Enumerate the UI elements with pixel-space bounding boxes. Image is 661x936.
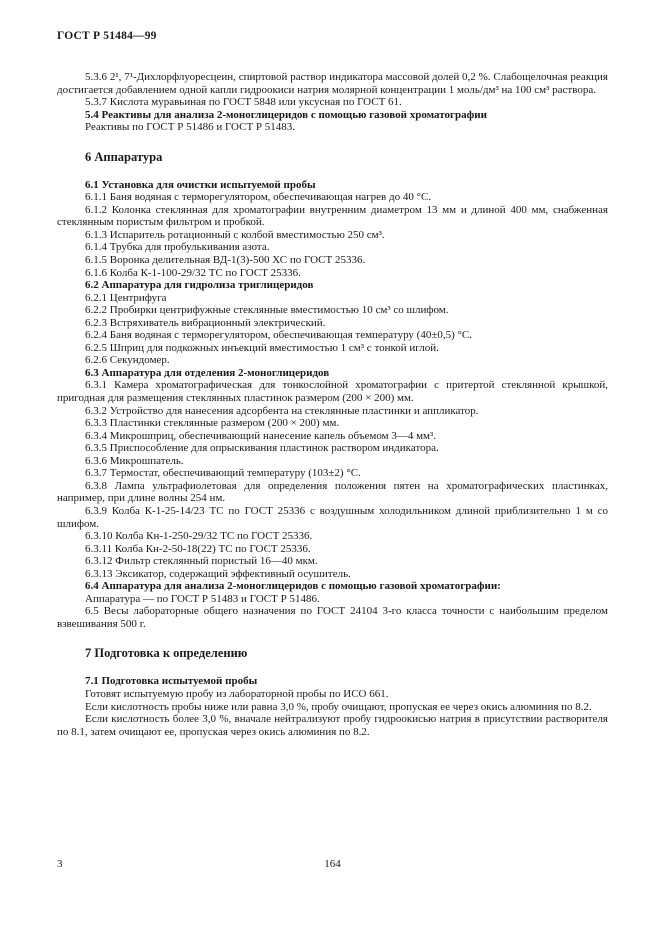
paragraph: Реактивы по ГОСТ Р 51486 и ГОСТ Р 51483. [85,121,296,134]
section-heading: 6 Аппаратура [85,149,163,164]
paragraph: 6.3.3 Пластинки стеклянные размером (200 × 200) мм. [85,417,340,430]
paragraph: 6.2.2 Пробирки центрифужные стеклянные вместимостью 10 см³ со шлифом. [85,304,449,317]
paragraph: 6.3 Аппаратура для отделения 2-моноглицеридов [85,366,330,379]
paragraph: 6.2.5 Шприц для подкожных инъекций вместимостью 1 см³ с тонкой иглой. [85,341,439,354]
paragraph: 6.1.4 Трубка для пробулькивания азота. [85,241,270,254]
paragraph: 6.3.12 Фильтр стеклянный пористый 16—40 мкм. [85,555,318,568]
paragraph: Если кислотность более 3,0 %, вначале нейтрализуют пробу гидроокисью натрия в присутствии растворителя по 8.1, затем очищают ее, пропуская через окись алюминия по 8.2. [57,713,608,738]
paragraph: 5.4 Реактивы для анализа 2-моноглицеридов с помощью газовой хроматографии [85,108,487,121]
paragraph: 6.3.2 Устройство для нанесения адсорбента на стеклянные пластинки и аппликатор. [85,404,479,417]
paragraph: 6.3.11 Колба Кн-2-50-18(22) ТС по ГОСТ 25336. [85,542,311,555]
paragraph: Готовят испытуемую пробу из лабораторной пробы по ИСО 661. [85,687,389,700]
section-heading: 7 Подготовка к определению [85,646,248,661]
paragraph: Аппаратура — по ГОСТ Р 51483 и ГОСТ Р 51486. [85,592,320,605]
paragraph: 6.1.3 Испаритель ротационный с колбой вместимостью 250 см³. [85,228,385,241]
paragraph: Если кислотность пробы ниже или равна 3,0 %, пробу очищают, пропуская ее через окись алюминия по 8.2. [85,700,592,713]
paragraph: 6.1.1 Баня водяная с терморегулятором, обеспечивающая нагрев до 40 °С. [85,191,432,204]
paragraph: 6.2.3 Встряхиватель вибрационный электрический. [85,316,326,329]
paragraph: 6.3.8 Лампа ультрафиолетовая для определения положения пятен на хроматографических пластинках, например, при длине волны 254 нм. [57,479,608,505]
paragraph: 6.2.4 Баня водяная с терморегулятором, обеспечивающая температуру (40±0,5) °С. [85,329,473,342]
paragraph: 6.3.1 Камера хроматографическая для тонкослойной хроматографии с притертой стеклянной крышкой, пригодная для размещения стеклянных пластинок размером (200 × 200) мм. [57,379,608,405]
paragraph: 6.3.9 Колба К-1-25-14/23 ТС по ГОСТ 25336 с воздушным холодильником длиной приблизительно 1 м со шлифом. [57,504,608,530]
paragraph: 6.1.6 Колба К-1-100-29/32 ТС по ГОСТ 25336. [85,266,301,279]
paragraph: 6.3.5 Приспособление для опрыскивания пластинок раствором индикатора. [85,442,439,455]
footer-page-number: 3 [57,858,63,870]
paragraph: 6.4 Аппаратура для анализа 2-моноглицеридов с помощью газовой хроматографии: [85,580,501,593]
standard-number: ГОСТ Р 51484—99 [57,30,157,42]
paragraph: 5.3.6 2¹, 7¹-Дихлорфлуоресцеин, спиртовой раствор индикатора массовой долей 0,2 %. Слабощелочная реакция достигается добавлением одной капли гидроокиси натрия молярной концентрации 1 моль/дм³ на 100 см³ раствора. [57,71,608,96]
paragraph: 6.3.4 Микрошприц, обеспечивающий нанесение капель объемом 3—4 мм³. [85,429,437,442]
paragraph: 6.1.2 Колонка стеклянная для хроматографии внутренним диаметром 13 мм и длиной 400 мм, снабженная стеклянным пористым фильтром и пробкой. [57,203,608,229]
document-body [57,71,608,738]
paragraph: 6.3.10 Колба Кн-1-250-29/32 ТС по ГОСТ 25336. [85,530,313,543]
paragraph: 6.3.7 Термостат, обеспечивающий температуру (103±2) °С. [85,467,361,480]
paragraph: 6.2.6 Секундомер. [85,354,170,367]
footer-book-page-number: 164 [324,858,341,870]
paragraph: 6.1.5 Воронка делительная ВД-1(3)-500 ХС по ГОСТ 25336. [85,254,366,267]
paragraph: 6.3.6 Микрошпатель. [85,454,184,467]
paragraph: 6.2 Аппаратура для гидролиза триглицеридов [85,279,314,292]
document-header [57,30,157,42]
paragraph: 6.3.13 Эксикатор, содержащий эффективный осушитель. [85,567,351,580]
paragraph: 6.5 Весы лабораторные общего назначения по ГОСТ 24104 3-го класса точности с наибольшим пределом взвешивания 500 г. [57,605,608,630]
paragraph: 5.3.7 Кислота муравьиная по ГОСТ 5848 или уксусная по ГОСТ 61. [85,96,402,109]
paragraph: 7.1 Подготовка испытуемой пробы [85,675,258,688]
paragraph: 6.2.1 Центрифуга [85,291,167,304]
paragraph: 6.1 Установка для очистки испытуемой пробы [85,178,316,191]
